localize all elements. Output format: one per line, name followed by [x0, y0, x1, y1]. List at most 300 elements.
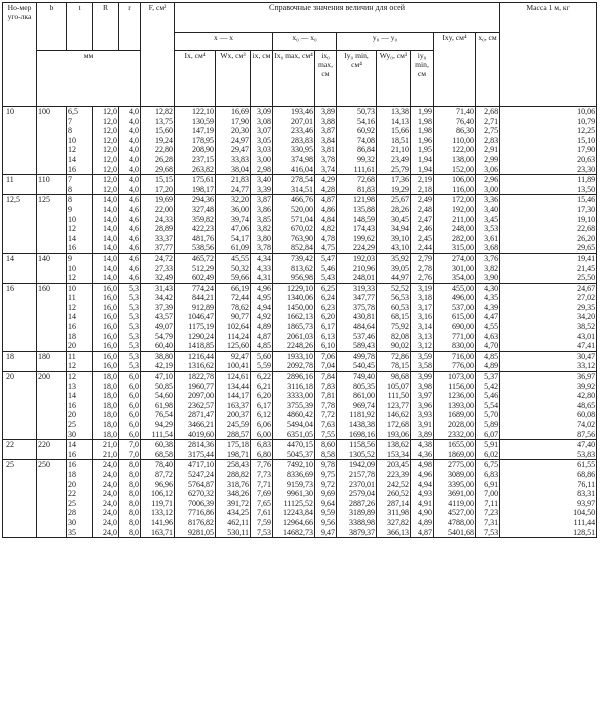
value-iy0: 3,98 [418, 381, 432, 391]
value-ix: 6,00 [257, 429, 271, 439]
column-Ix-cell [175, 440, 216, 460]
value-mass: 15,10 [577, 135, 596, 145]
value-F: 60,40 [155, 341, 173, 351]
value-F: 78,40 [155, 460, 173, 470]
value-Ixy: 3691,00 [448, 489, 474, 499]
value-t: 20 [68, 479, 76, 489]
value-R: 12,0 [103, 145, 117, 155]
value-Wy0: 260,52 [387, 489, 409, 499]
value-iy0: 4,89 [418, 517, 432, 527]
column-t-cell [67, 175, 93, 195]
column-r-cell [119, 460, 141, 538]
column-iy0-cell [411, 283, 434, 351]
value-Iy0: 499,78 [353, 351, 375, 361]
column-F-cell [141, 283, 175, 351]
value-mass: 21,45 [577, 263, 596, 273]
column-Wy0-cell [377, 107, 411, 175]
column-r-cell [119, 283, 141, 351]
value-Ix0: 12964,66 [283, 517, 313, 527]
value-F: 87,72 [155, 469, 173, 479]
value-iy0: 3,19 [418, 283, 432, 293]
value-mass: 93,97 [577, 498, 596, 508]
value-Wy0: 34,94 [391, 224, 409, 234]
value-Ixy: 2332,00 [448, 429, 474, 439]
value-mass: 47,41 [577, 341, 596, 351]
value-iy0: 2,47 [418, 214, 432, 224]
value-Ix0: 7492,10 [287, 460, 313, 470]
value-Wx: 100,41 [227, 361, 249, 371]
value-Wy0: 17,36 [391, 175, 409, 185]
value-Ix0: 1340,06 [287, 293, 313, 303]
column-Wy0-cell [377, 175, 411, 195]
value-Wx: 125,60 [227, 341, 249, 351]
flange-width-cell: 125 [37, 195, 67, 254]
value-x0: 3,53 [484, 224, 499, 234]
flange-width-cell: 140 [37, 253, 67, 283]
value-Ixy: 615,00 [452, 312, 474, 322]
value-Iy0: 148,59 [353, 214, 375, 224]
value-Ix0: 1662,13 [287, 312, 313, 322]
value-t: 25 [68, 498, 76, 508]
value-ix0: 5,43 [321, 273, 335, 283]
column-Wx-cell [216, 195, 251, 254]
value-Ix0: 12243,84 [283, 508, 313, 518]
value-Ix0: 466,76 [291, 195, 313, 205]
value-F: 111,54 [151, 429, 173, 439]
value-ix: 7,71 [257, 479, 271, 489]
value-ix: 3,82 [257, 224, 271, 234]
flange-width-cell: 250 [37, 460, 67, 538]
value-t: 9 [68, 204, 72, 214]
value-Wx: 59,66 [231, 273, 249, 283]
column-Iy0-cell [337, 283, 377, 351]
value-iy0: 1,98 [418, 116, 432, 126]
value-iy0: 1,94 [418, 154, 432, 164]
value-ix0: 9,78 [321, 460, 335, 470]
value-Wx: 288,57 [227, 429, 249, 439]
value-ix0: 3,88 [321, 116, 335, 126]
column-mass-cell [500, 283, 597, 351]
value-Iy0: 111,61 [353, 164, 375, 174]
value-r: 4,6 [129, 195, 139, 205]
value-x0: 4,35 [484, 293, 499, 303]
value-r: 5,3 [129, 312, 139, 322]
value-Wy0: 82,08 [391, 331, 409, 341]
column-Ixy-cell [434, 175, 476, 195]
value-Ixy: 4527,00 [448, 508, 474, 518]
value-ix: 6,22 [257, 372, 271, 382]
value-R: 18,0 [103, 381, 117, 391]
column-mass-cell [500, 440, 597, 460]
column-Wx-cell [216, 283, 251, 351]
value-mass: 17,30 [577, 204, 596, 214]
value-ix0: 6,17 [321, 322, 335, 332]
value-Wy0: 111,50 [387, 391, 409, 401]
value-Iy0: 121,98 [353, 195, 375, 205]
column-ix0-cell [315, 253, 337, 283]
value-ix: 6,20 [257, 391, 271, 401]
value-Iy0: 81,83 [357, 184, 375, 194]
value-F: 68,58 [155, 449, 173, 459]
value-r: 4,0 [129, 164, 139, 174]
value-ix: 7,61 [257, 508, 271, 518]
value-R: 16,0 [103, 302, 117, 312]
value-Wy0: 75,92 [391, 322, 409, 332]
value-Iy0: 1698,16 [349, 429, 375, 439]
value-iy0: 3,17 [418, 302, 432, 312]
value-Ix: 359,82 [192, 214, 214, 224]
value-ix0: 4,78 [321, 233, 335, 243]
value-t: 7 [68, 116, 72, 126]
column-ix-cell [251, 175, 273, 195]
value-ix0: 8,60 [321, 440, 335, 450]
value-Iy0: 1181,92 [349, 410, 375, 420]
value-Ix0: 314,51 [291, 184, 313, 194]
value-x0: 4,89 [484, 361, 499, 371]
column-F-cell [141, 253, 175, 283]
column-t-cell [67, 253, 93, 283]
column-ix-cell [251, 283, 273, 351]
value-ix0: 7,81 [321, 391, 335, 401]
value-F: 76,54 [155, 410, 173, 420]
value-ix0: 4,28 [321, 184, 335, 194]
value-r: 4,6 [129, 273, 139, 283]
value-Ix0: 4860,42 [287, 410, 313, 420]
value-F: 24,72 [155, 253, 173, 263]
column-R-cell [93, 175, 119, 195]
header-ix0: ix₀ max, см [315, 51, 337, 107]
value-Iy0: 1942,09 [349, 460, 375, 470]
value-Iy0: 969,74 [353, 400, 375, 410]
value-Ix0: 670,02 [291, 224, 313, 234]
value-Wy0: 311,98 [387, 508, 409, 518]
column-Ix-cell [175, 195, 216, 254]
value-F: 26,28 [155, 154, 173, 164]
value-r: 5,3 [129, 351, 139, 361]
column-Iy0-cell [337, 351, 377, 371]
value-Iy0: 484,64 [353, 322, 375, 332]
value-mass: 39,92 [577, 381, 596, 391]
value-ix0: 3,74 [321, 164, 335, 174]
value-ix0: 9,69 [321, 489, 335, 499]
value-Ixy: 830,00 [452, 341, 474, 351]
header-b: b [37, 3, 67, 51]
table-row [3, 195, 597, 254]
value-F: 37,39 [155, 302, 173, 312]
value-F: 29,68 [155, 164, 173, 174]
value-Iy0: 99,32 [357, 154, 375, 164]
value-t: 12 [68, 302, 76, 312]
value-Wx: 54,17 [231, 233, 249, 243]
value-mass: 11,89 [577, 175, 596, 185]
value-t: 22 [68, 489, 76, 499]
value-x0: 3,76 [484, 253, 499, 263]
column-Ix-cell [175, 175, 216, 195]
value-ix: 4,33 [257, 263, 271, 273]
column-F-cell [141, 351, 175, 371]
value-iy0: 4,90 [418, 508, 432, 518]
value-Ix0: 571,04 [291, 214, 313, 224]
value-Iy0: 540,45 [353, 361, 375, 371]
value-Ix: 1960,77 [188, 381, 214, 391]
column-t-cell [67, 372, 93, 440]
value-R: 16,0 [103, 351, 117, 361]
header-mm: мм [37, 51, 141, 107]
value-ix: 4,31 [257, 273, 271, 283]
value-t: 9 [68, 253, 72, 263]
value-Ix0: 14682,73 [283, 527, 313, 537]
value-R: 14,0 [103, 224, 117, 234]
value-Ix0: 278,54 [291, 175, 313, 185]
value-R: 24,0 [103, 527, 117, 537]
table-row [3, 283, 597, 351]
column-ix-cell [251, 372, 273, 440]
value-Iy0: 135,88 [353, 204, 375, 214]
value-r: 4,6 [129, 243, 139, 253]
value-R: 16,0 [103, 361, 117, 371]
column-Iy0-cell [337, 372, 377, 440]
value-Wx: 24,97 [231, 135, 249, 145]
value-r: 7,0 [129, 449, 139, 459]
value-Wx: 24,77 [231, 184, 249, 194]
value-Ixy: 3395,00 [448, 479, 474, 489]
table-header [3, 3, 597, 107]
value-ix0: 7,04 [321, 361, 335, 371]
column-R-cell [93, 107, 119, 175]
value-x0: 6,83 [484, 469, 499, 479]
column-ix-cell [251, 440, 273, 460]
value-ix: 7,53 [257, 527, 271, 537]
value-Wy0: 18,51 [391, 135, 409, 145]
value-Ix: 4019,60 [188, 429, 214, 439]
value-x0: 4,63 [484, 331, 499, 341]
value-x0: 3,90 [484, 273, 499, 283]
value-x0: 3,61 [484, 233, 499, 243]
value-iy0: 4,96 [418, 469, 432, 479]
value-F: 27,33 [155, 263, 173, 273]
column-Ix0-cell [273, 107, 315, 175]
value-Ix: 774,24 [192, 283, 214, 293]
value-iy0: 4,38 [418, 440, 432, 450]
value-F: 133,12 [151, 508, 173, 518]
value-t: 18 [68, 331, 76, 341]
value-Wy0: 39,10 [391, 233, 409, 243]
value-x0: 7,00 [484, 489, 499, 499]
flange-width-cell: 220 [37, 440, 67, 460]
column-x0-cell [476, 195, 500, 254]
value-x0: 5,70 [484, 410, 499, 420]
value-Ixy: 455,00 [452, 283, 474, 293]
column-Ix-cell [175, 460, 216, 538]
column-x0-cell [476, 460, 500, 538]
value-Ix0: 9961,30 [287, 489, 313, 499]
value-Wy0: 13,38 [391, 107, 409, 116]
column-ix-cell [251, 351, 273, 371]
value-ix: 4,95 [257, 293, 271, 303]
value-r: 6,0 [129, 400, 139, 410]
value-t: 14 [68, 312, 76, 322]
value-iy0: 2,49 [418, 195, 432, 205]
value-Ixy: 716,00 [452, 351, 474, 361]
value-r: 5,3 [129, 302, 139, 312]
value-Iy0: 2579,04 [349, 489, 375, 499]
value-Ix0: 9159,73 [287, 479, 313, 489]
value-Ix: 3175,44 [188, 449, 214, 459]
value-mass: 61,55 [577, 460, 596, 470]
value-Wx: 434,25 [227, 508, 249, 518]
value-R: 18,0 [103, 391, 117, 401]
value-mass: 43,01 [577, 331, 596, 341]
value-ix: 7,69 [257, 489, 271, 499]
value-R: 12,0 [103, 184, 117, 194]
value-F: 12,82 [155, 107, 173, 116]
value-x0: 5,54 [484, 400, 499, 410]
value-Wx: 198,71 [227, 449, 249, 459]
value-Wx: 16,69 [231, 107, 249, 116]
value-Ix0: 8336,69 [287, 469, 313, 479]
value-Ix0: 2092,78 [287, 361, 313, 371]
value-Ixy: 1073,00 [448, 372, 474, 382]
value-R: 21,0 [103, 449, 117, 459]
value-Wx: 530,11 [227, 527, 249, 537]
value-iy0: 4,93 [418, 489, 432, 499]
value-Ixy: 211,00 [452, 214, 474, 224]
value-Wx: 245,59 [227, 420, 249, 429]
header-number: Но-мер уго-лка [3, 3, 37, 107]
value-x0: 4,85 [484, 351, 499, 361]
value-Wx: 163,37 [227, 400, 249, 410]
value-t: 14 [68, 440, 76, 450]
value-Ixy: 315,00 [452, 243, 474, 253]
value-t: 12 [68, 273, 76, 283]
column-Ix-cell [175, 253, 216, 283]
column-ix0-cell [315, 283, 337, 351]
value-Ixy: 1689,00 [448, 410, 474, 420]
value-Iy0: 861,00 [353, 391, 375, 401]
value-t: 8 [68, 184, 72, 194]
value-ix: 3,05 [257, 135, 271, 145]
value-iy0: 3,59 [418, 351, 432, 361]
value-ix: 7,73 [257, 469, 271, 479]
value-Ixy: 71,40 [456, 107, 474, 116]
value-r: 4,0 [129, 184, 139, 194]
flange-width-cell: 200 [37, 372, 67, 440]
value-Ix0: 813,62 [291, 263, 313, 273]
value-r: 8,0 [129, 489, 139, 499]
value-iy0: 2,19 [418, 175, 432, 185]
value-t: 25 [68, 420, 76, 429]
value-Ix0: 1450,00 [287, 302, 313, 312]
value-mass: 60,08 [577, 410, 596, 420]
value-Wy0: 43,10 [391, 243, 409, 253]
angle-number-cell: 20 [3, 372, 37, 440]
value-mass: 19,41 [577, 253, 596, 263]
value-ix: 3,78 [257, 243, 271, 253]
value-r: 4,6 [129, 214, 139, 224]
value-mass: 15,46 [577, 195, 596, 205]
column-Wx-cell [216, 440, 251, 460]
column-t-cell [67, 107, 93, 175]
value-Wy0: 56,53 [391, 293, 409, 303]
value-iy0: 3,99 [418, 372, 432, 382]
value-r: 5,3 [129, 331, 139, 341]
value-Ixy: 5401,68 [448, 527, 474, 537]
column-ix0-cell [315, 351, 337, 371]
value-F: 32,49 [155, 273, 173, 283]
value-ix0: 7,72 [321, 410, 335, 420]
column-R-cell [93, 195, 119, 254]
column-Wx-cell [216, 107, 251, 175]
value-iy0: 3,12 [418, 341, 432, 351]
value-ix0: 6,10 [321, 341, 335, 351]
value-x0: 4,30 [484, 283, 499, 293]
value-t: 30 [68, 517, 76, 527]
value-Ixy: 2775,00 [448, 460, 474, 470]
value-ix0: 3,81 [321, 145, 335, 155]
value-x0: 5,89 [484, 420, 499, 429]
value-Ix0: 852,84 [291, 243, 313, 253]
column-mass-cell [500, 195, 597, 254]
value-x0: 6,02 [484, 449, 499, 459]
header-Ix0: Ix₀ max, см⁴ [273, 51, 315, 107]
value-Ix0: 5045,37 [287, 449, 313, 459]
value-R: 14,0 [103, 253, 117, 263]
column-Ixy-cell [434, 372, 476, 440]
column-Wy0-cell [377, 253, 411, 283]
header-axis-y0: y₀ — y₀ [337, 33, 434, 51]
value-mass: 12,25 [577, 126, 596, 136]
value-Wx: 175,18 [227, 440, 249, 450]
value-Wy0: 327,82 [387, 517, 409, 527]
value-ix0: 8,58 [321, 449, 335, 459]
value-mass: 33,12 [577, 361, 596, 371]
column-Wy0-cell [377, 195, 411, 254]
value-r: 8,0 [129, 517, 139, 527]
value-Ixy: 1655,00 [448, 440, 474, 450]
value-r: 4,6 [129, 233, 139, 243]
value-x0: 2,71 [484, 116, 499, 126]
value-F: 61,98 [155, 400, 173, 410]
value-R: 18,0 [103, 400, 117, 410]
value-Wy0: 25,67 [391, 195, 409, 205]
value-Wy0: 21,10 [391, 145, 409, 155]
value-iy0: 3,91 [418, 420, 432, 429]
value-r: 5,3 [129, 283, 139, 293]
value-Ix: 130,59 [192, 116, 214, 126]
value-ix: 3,85 [257, 214, 271, 224]
value-Ixy: 192,00 [452, 204, 474, 214]
value-Iy0: 3388,98 [349, 517, 375, 527]
value-ix0: 6,25 [321, 283, 335, 293]
value-Wx: 45,55 [231, 253, 249, 263]
value-Ix: 602,49 [192, 273, 214, 283]
value-Ix0: 6351,05 [287, 429, 313, 439]
value-Ixy: 274,00 [452, 253, 474, 263]
column-r-cell [119, 253, 141, 283]
value-R: 24,0 [103, 498, 117, 508]
column-ix0-cell [315, 372, 337, 440]
value-x0: 2,99 [484, 154, 499, 164]
value-t: 14 [68, 391, 76, 401]
column-R-cell [93, 440, 119, 460]
value-mass: 17,90 [577, 145, 596, 155]
header-t: t [67, 3, 93, 51]
value-x0: 3,36 [484, 195, 499, 205]
value-Wx: 92,47 [231, 351, 249, 361]
value-Wy0: 138,62 [387, 440, 409, 450]
value-Ix: 327,48 [192, 204, 214, 214]
value-Ix: 4717,10 [188, 460, 214, 470]
